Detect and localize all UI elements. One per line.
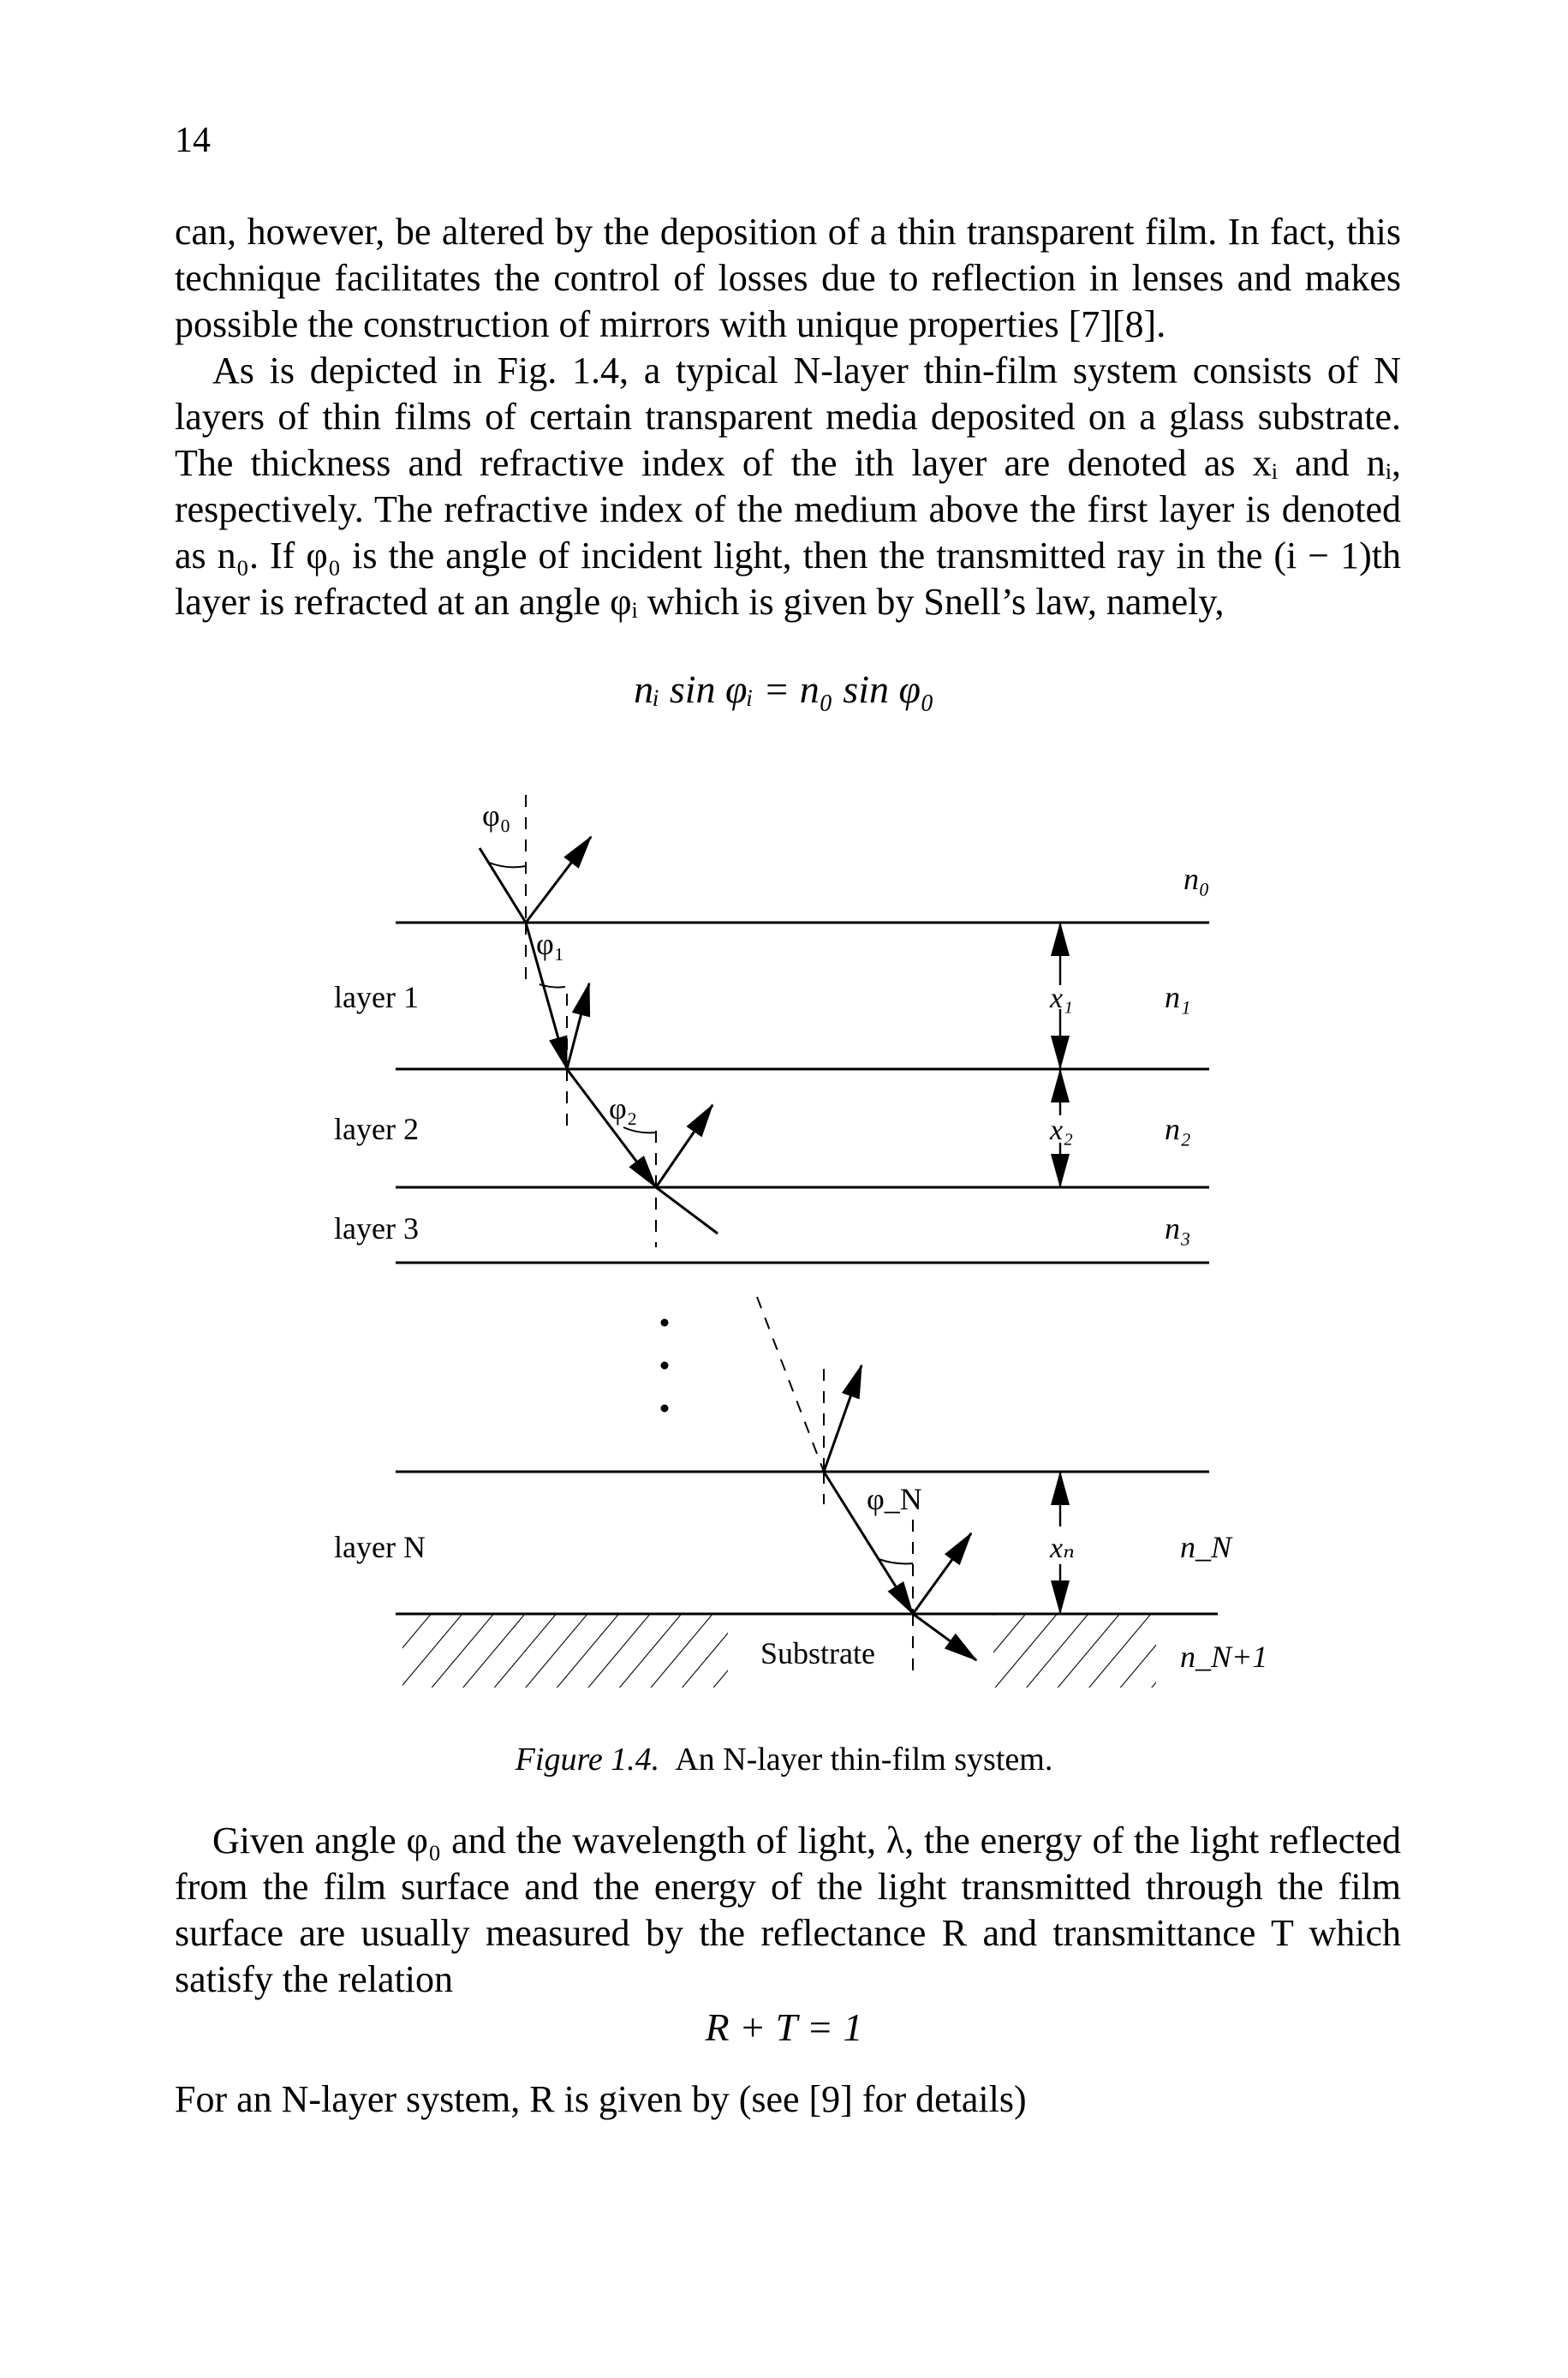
text-line: surface are usually measured by the reflectance R and transmittance T which [175,1912,1401,1954]
text-line: respectively. The refractive index of the medium above the first layer is denoted [175,488,1401,530]
angle-arc [623,1127,656,1132]
substrate-label: Substrate [760,1636,875,1670]
figure-caption-label: Figure 1.4. [515,1742,660,1778]
thickness-label: x₁ [1050,983,1073,1014]
angle-label: φ₁ [536,927,565,961]
ellipsis-dot [661,1362,669,1370]
text-line: As is depicted in Fig. 1.4, a typical N-layer thin-film system consists of N [212,350,1401,391]
text-line: The thickness and refractive index of the ith layer are denoted as xᵢ and nᵢ, [175,442,1401,484]
paragraph-nlayer-r [175,2076,1401,2123]
substrate-hatch [402,1614,728,1688]
angle-arc [879,1559,913,1563]
text-line: Given angle φ₀ and the wavelength of light, λ, the energy of the light reflected [212,1819,1401,1861]
text-line: layers of thin films of certain transparent media deposited on a glass substrate. [175,396,1401,438]
index-label: n₁ [1165,980,1191,1014]
refracted-ray [656,1187,718,1234]
angle-arc [489,863,526,867]
reflected-ray [567,983,589,1069]
text-line: as n₀. If φ₀ is the angle of incident light, then the transmitted ray in the (i − 1)th [175,535,1401,577]
ellipsis-dot [661,1319,669,1327]
angle-label: φ_N [867,1482,922,1516]
text-line: For an N-layer system, R is given by (see [9] for details) [175,2078,1027,2120]
text-line: possible the construction of mirrors with unique properties [7][8]. [175,303,1166,345]
ellipsis-dot [661,1405,669,1413]
substrate-hatch [993,1614,1156,1688]
reflected-ray [526,837,591,923]
figure-caption [0,1741,1568,1778]
index-label: n_N [1180,1530,1232,1564]
page-number: 14 [175,121,211,160]
reflected-ray [824,1365,862,1472]
angle-label: φ₂ [609,1091,638,1126]
paragraph-reflectance [175,1818,1401,2003]
text-line: layer is refracted at an angle φᵢ which is given by Snell’s law, namely, [175,581,1225,623]
layer-label: layer N [334,1530,426,1564]
index-label: n₃ [1165,1211,1191,1246]
reflected-ray [913,1533,971,1614]
refracted-ray [567,1069,656,1187]
incident-ray [480,848,526,923]
energy-equation: R + T = 1 [705,2005,863,2049]
snell-equation: nᵢ sin φᵢ = n₀ sin φ₀ [634,667,934,711]
figure-caption-text: An N-layer thin-film system. [675,1742,1053,1778]
text-line: from the film surface and the energy of the light transmitted through the film [175,1866,1401,1908]
angle-label: φ₀ [482,798,511,833]
layer-label: layer 1 [334,980,419,1014]
text-line: can, however, be altered by the deposition of a thin transparent film. In fact, this [175,211,1401,253]
dashed-ray [757,1297,824,1472]
index-label: n_N+1 [1180,1640,1268,1674]
index-label: n₀ [1183,862,1210,896]
reflected-ray [656,1105,712,1187]
thickness-label: x₂ [1050,1114,1073,1146]
thickness-label: xₙ [1050,1533,1075,1564]
transmitted-ray [913,1614,976,1660]
text-line: satisfy the relation [175,1958,454,2000]
layer-label: layer 2 [334,1112,419,1146]
index-label: n₂ [1165,1112,1191,1146]
text-line: technique facilitates the control of losses due to reflection in lenses and makes [175,257,1401,299]
layer-label: layer 3 [334,1211,419,1246]
